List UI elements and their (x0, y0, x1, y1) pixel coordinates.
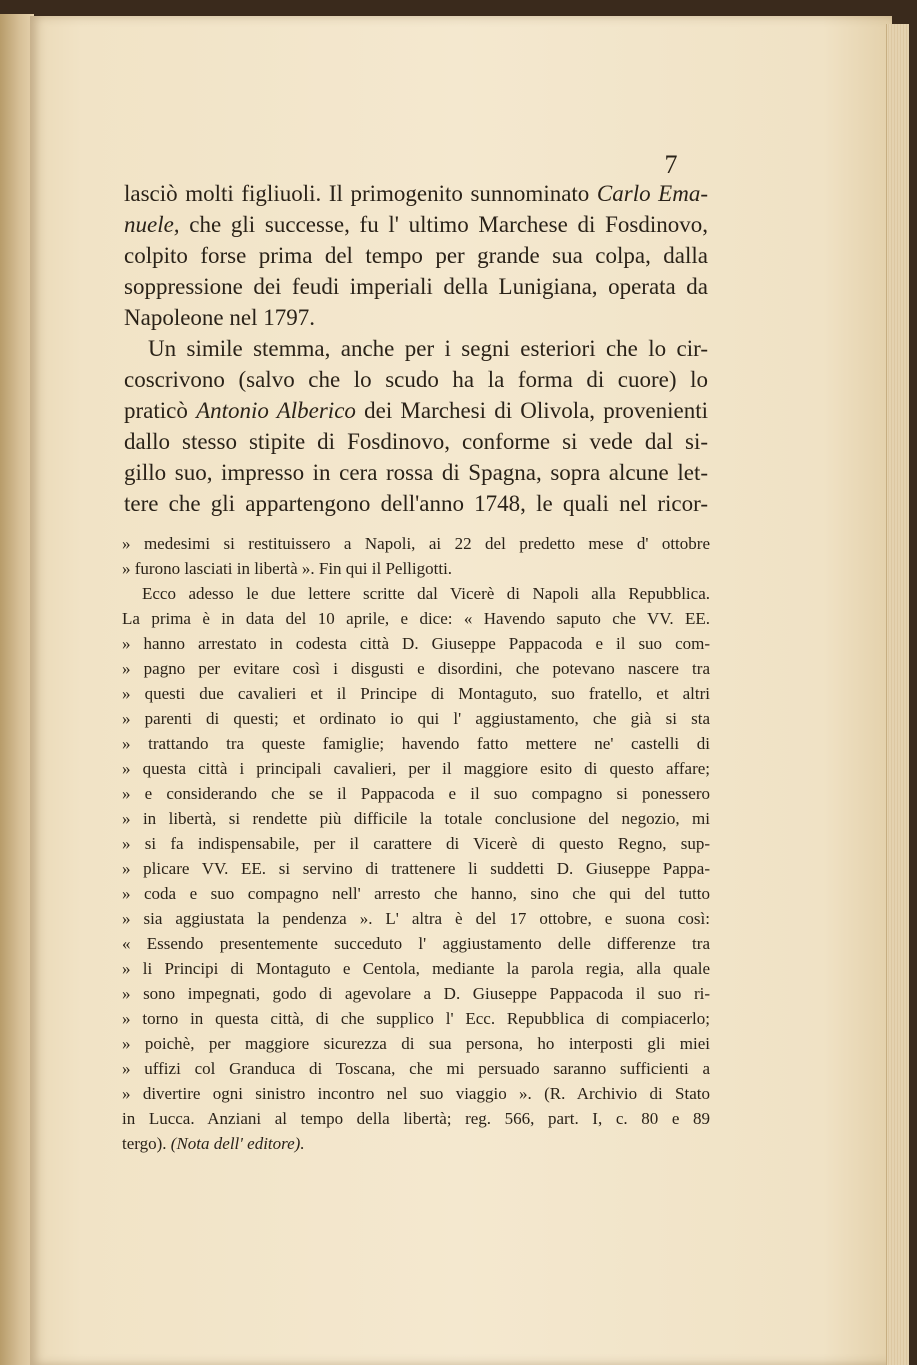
text-line: colpito forse prima del tempo per grande sua colpa, dalla (124, 243, 708, 268)
text-line: Napoleone nel 1797. (124, 305, 315, 330)
footnote-line: » questa città i principali cavalieri, per il maggiore esito di questo affare; (122, 759, 710, 778)
footnote-line: » furono lasciati in libertà ». Fin qui il Pelligotti. (122, 559, 453, 578)
footnote-line: « Essendo presentemente succeduto l' aggiustamento delle differenze tra (122, 934, 710, 953)
footnote-line: in Lucca. Anziani al tempo della libertà; reg. 566, part. I, c. 80 e 89 (122, 1109, 710, 1128)
footnote-line: » e considerando che se il Pappacoda e il suo compagno si ponessero (122, 784, 710, 803)
footnote-block (122, 531, 710, 1156)
text-line: lasciò molti figliuoli. Il primogenito sunnominato Carlo Ema- (124, 181, 708, 206)
footnote-line: La prima è in data del 10 aprile, e dice: « Havendo saputo che VV. EE. (122, 609, 710, 628)
page-stack-edges (886, 24, 909, 1365)
footnote-line: » li Principi di Montaguto e Centola, mediante la parola regia, alla quale (122, 959, 710, 978)
footnote-line: » plicare VV. EE. si servino di trattenere li suddetti D. Giuseppe Pappa- (122, 859, 710, 878)
text-line: tere che gli appartengono dell'anno 1748, le quali nel ricor- (124, 491, 708, 516)
footnote-line: » in libertà, si rendette più difficile la totale conclusione del negozio, mi (122, 809, 710, 828)
footnote-line: » hanno arrestato in codesta città D. Giuseppe Pappacoda e il suo com- (122, 634, 710, 653)
footnote-line: » medesimi si restituissero a Napoli, ai 22 del predetto mese d' ottobre (122, 534, 710, 553)
footnote-line: » divertire ogni sinistro incontro nel suo viaggio ». (R. Archivio di Stato (122, 1084, 710, 1103)
footnote-line: » poichè, per maggiore sicurezza di sua persona, ho interposti gli miei (122, 1034, 710, 1053)
footnote-line: » sia aggiustata la pendenza ». L' altra è del 17 ottobre, e suona così: (122, 909, 710, 928)
page-number: 7 (664, 150, 678, 179)
footnote-line: » trattando tra queste famiglie; havendo fatto mettere ne' castelli di (122, 734, 710, 753)
text-line: praticò Antonio Alberico dei Marchesi di Olivola, provenienti (124, 398, 708, 423)
text-line: nuele, che gli successe, fu l' ultimo Marchese di Fosdinovo, (124, 212, 708, 237)
text-line: gillo suo, impresso in cera rossa di Spagna, sopra alcune let- (124, 460, 708, 485)
footnote-line: » si fa indispensabile, per il carattere di Vicerè di questo Regno, sup- (122, 834, 710, 853)
footnote-line: » questi due cavalieri et il Principe di Montaguto, suo fratello, et altri (122, 684, 710, 703)
facing-page-edge (0, 14, 34, 1365)
text-line: Un simile stemma, anche per i segni esteriori che lo cir- (148, 336, 708, 361)
footnote-line: » pagno per evitare così i disgusti e disordini, che potevano nascere tra (122, 659, 710, 678)
text-line: dallo stesso stipite di Fosdinovo, conforme si vede dal si- (124, 429, 708, 454)
text-line: coscrivono (salvo che lo scudo ha la forma di cuore) lo (124, 367, 708, 392)
footnote-line: » parenti di questi; et ordinato io qui l' aggiustamento, che già si sta (122, 709, 710, 728)
footnote-line: Ecco adesso le due lettere scritte dal Vicerè di Napoli alla Repubblica. (142, 584, 710, 603)
footnote-line: » uffizi col Granduca di Toscana, che mi persuado saranno sufficienti a (122, 1059, 710, 1078)
text-line: soppressione dei feudi imperiali della Lunigiana, operata da (124, 274, 708, 299)
main-text-block (124, 178, 708, 519)
footnote-line: tergo). (Nota dell' editore). (122, 1134, 305, 1153)
footnote-line: » sono impegnati, godo di agevolare a D. Giuseppe Pappacoda il suo ri- (122, 984, 710, 1003)
footnote-line: » coda e suo compagno nell' arresto che hanno, sino che qui del tutto (122, 884, 710, 903)
footnote-line: » torno in questa città, di che supplico l' Ecc. Repubblica di compiacerlo; (122, 1009, 710, 1028)
